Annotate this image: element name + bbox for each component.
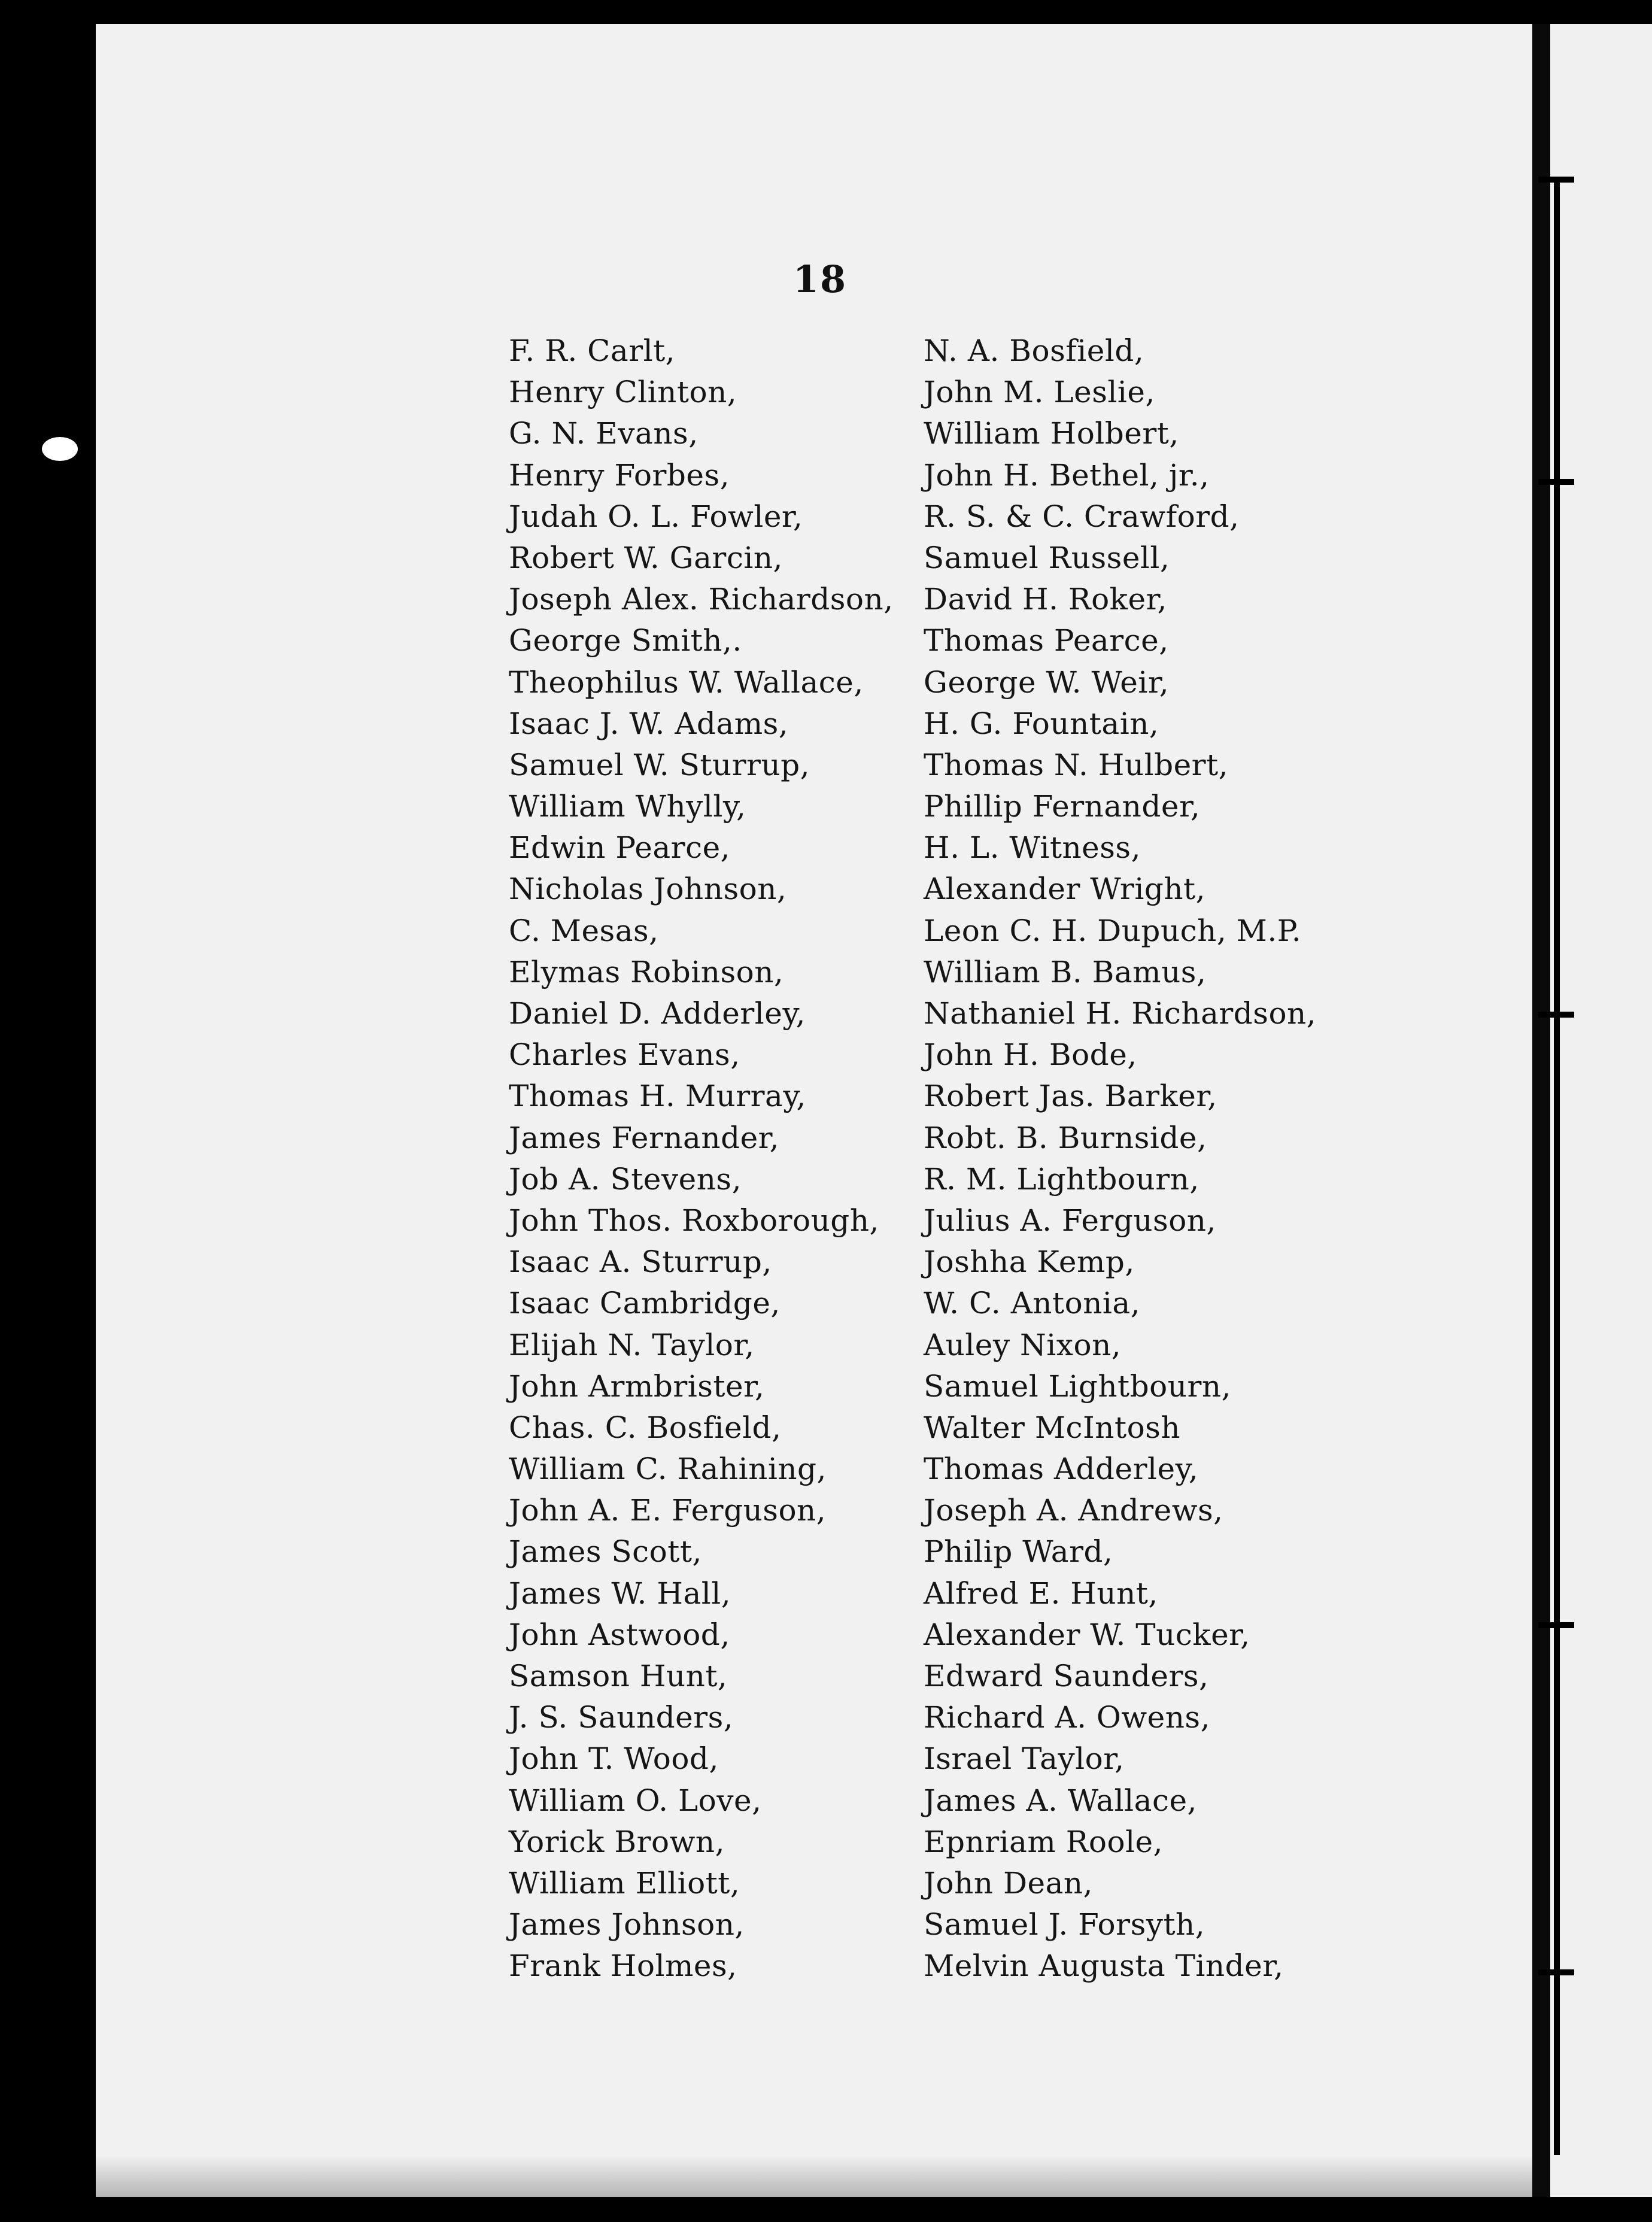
name-entry-right: W. C. Antonia, <box>924 1286 1141 1321</box>
name-entry-right: Samuel J. Forsyth, <box>924 1907 1205 1942</box>
name-entry-left: G. N. Evans, <box>509 416 699 451</box>
name-entry-right: Philip Ward, <box>924 1534 1113 1570</box>
name-entry-right: Alfred E. Hunt, <box>924 1576 1158 1611</box>
name-entry-left: Job A. Stevens, <box>509 1161 742 1197</box>
name-entry-left: Joseph Alex. Richardson, <box>509 582 894 617</box>
binding-stitch <box>1538 479 1574 485</box>
name-entry-right: Thomas Adderley, <box>924 1452 1199 1487</box>
name-entry-right: Alexander Wright, <box>924 872 1206 907</box>
name-entry-left: Frank Holmes, <box>509 1948 737 1984</box>
name-entry-right: Epnriam Roole, <box>924 1824 1164 1859</box>
name-entry-right: Robt. B. Burnside, <box>924 1120 1207 1155</box>
name-entry-right: Thomas Pearce, <box>924 623 1169 658</box>
name-entry-right: John H. Bode, <box>924 1037 1137 1073</box>
names-column-left <box>509 330 894 1987</box>
name-entry-right: H. G. Fountain, <box>924 706 1159 741</box>
name-entry-left: John Astwood, <box>509 1617 730 1652</box>
name-entry-left: James W. Hall, <box>509 1576 731 1611</box>
name-entry-left: James Johnson, <box>509 1907 745 1942</box>
name-entry-left: Edwin Pearce, <box>509 830 731 866</box>
name-entry-left: Elijah N. Taylor, <box>509 1327 755 1362</box>
name-entry-left: John A. E. Ferguson, <box>509 1493 827 1528</box>
name-entry-left: William C. Rahining, <box>509 1452 827 1487</box>
name-entry-right: Thomas N. Hulbert, <box>924 747 1229 782</box>
document-page <box>96 24 1544 2197</box>
name-entry-left: Charles Evans, <box>509 1037 740 1073</box>
name-entry-left: C. Mesas, <box>509 913 659 948</box>
name-entry-left: J. S. Saunders, <box>509 1700 734 1735</box>
name-entry-left: Samuel W. Sturrup, <box>509 747 810 782</box>
name-entry-left: Thomas H. Murray, <box>509 1079 806 1114</box>
name-entry-left: Robert W. Garcin, <box>509 540 783 575</box>
name-entry-right: Nathaniel H. Richardson, <box>924 996 1317 1031</box>
name-entry-left: William Elliott, <box>509 1865 740 1901</box>
name-entry-left: John T. Wood, <box>509 1741 719 1777</box>
name-entry-right: William Holbert, <box>924 416 1179 451</box>
name-entry-left: George Smith,. <box>509 623 742 658</box>
name-entry-left: Chas. C. Bosfield, <box>509 1410 782 1445</box>
name-entry-right: James A. Wallace, <box>924 1783 1197 1818</box>
binding-stitch <box>1538 1622 1574 1628</box>
name-entry-right: John H. Bethel, jr., <box>924 457 1210 493</box>
name-entry-right: John Dean, <box>924 1865 1094 1901</box>
name-entry-right: Samuel Russell, <box>924 540 1170 575</box>
name-entry-right: Walter McIntosh <box>924 1410 1181 1445</box>
name-entry-right: R. S. & C. Crawford, <box>924 499 1240 534</box>
name-entry-left: Yorick Brown, <box>509 1824 725 1859</box>
name-entry-left: Theophilus W. Wallace, <box>509 664 864 700</box>
name-entry-left: William O. Love, <box>509 1783 762 1818</box>
binding-stitch <box>1538 177 1574 183</box>
name-entry-left: John Thos. Roxborough, <box>509 1203 879 1238</box>
binding-spine <box>1532 24 1550 2197</box>
name-entry-right: David H. Roker, <box>924 582 1167 617</box>
name-entry-left: Elymas Robinson, <box>509 954 784 989</box>
name-entry-right: Auley Nixon, <box>924 1327 1122 1362</box>
name-entry-left: Isaac A. Sturrup, <box>509 1244 772 1280</box>
name-entry-left: William Whylly, <box>509 789 746 824</box>
name-entry-left: F. R. Carlt, <box>509 333 676 368</box>
binding-stitch <box>1538 1969 1574 1975</box>
paper-speck <box>42 437 78 461</box>
name-entry-right: H. L. Witness, <box>924 830 1141 866</box>
name-entry-right: Melvin Augusta Tinder, <box>924 1948 1284 1984</box>
name-entry-left: James Scott, <box>509 1534 702 1570</box>
name-entry-right: Richard A. Owens, <box>924 1700 1210 1735</box>
name-entry-right: Joshha Kemp, <box>924 1244 1135 1280</box>
name-entry-right: R. M. Lightbourn, <box>924 1161 1199 1197</box>
name-entry-left: Samson Hunt, <box>509 1659 728 1693</box>
facing-page-edge <box>1550 24 1652 2197</box>
name-entry-right: George W. Weir, <box>924 664 1170 700</box>
names-column-right <box>924 330 1316 1987</box>
name-entry-left: Henry Forbes, <box>509 457 730 493</box>
name-entry-right: Israel Taylor, <box>924 1741 1125 1777</box>
name-entry-right: Edward Saunders, <box>924 1659 1209 1693</box>
name-entry-right: Samuel Lightbourn, <box>924 1368 1231 1404</box>
name-entry-left: Judah O. L. Fowler, <box>509 499 803 534</box>
name-entry-right: Leon C. H. Dupuch, M.P. <box>924 913 1302 948</box>
name-entry-left: Nicholas Johnson, <box>509 872 787 907</box>
name-entry-right: Julius A. Ferguson, <box>924 1203 1216 1238</box>
name-entry-left: Daniel D. Adderley, <box>509 996 806 1031</box>
name-entry-right: Robert Jas. Barker, <box>924 1079 1217 1114</box>
name-entry-left: James Fernander, <box>509 1120 779 1155</box>
name-entry-left: Isaac J. W. Adams, <box>509 706 789 741</box>
name-entry-left: Isaac Cambridge, <box>509 1286 781 1321</box>
page-bottom-shadow <box>96 2155 1544 2197</box>
name-entry-right: William B. Bamus, <box>924 954 1207 989</box>
name-entry-right: Alexander W. Tucker, <box>924 1617 1250 1652</box>
name-entry-left: Henry Clinton, <box>509 375 737 410</box>
name-entry-right: Phillip Fernander, <box>924 789 1201 824</box>
binding-thread <box>1554 180 1560 2155</box>
name-entry-right: N. A. Bosfield, <box>924 333 1144 368</box>
page-number: 18 <box>792 257 848 301</box>
name-entry-right: Joseph A. Andrews, <box>924 1493 1223 1528</box>
binding-stitch <box>1538 1012 1574 1018</box>
name-entry-left: John Armbrister, <box>509 1368 765 1404</box>
name-entry-right: John M. Leslie, <box>924 375 1155 410</box>
